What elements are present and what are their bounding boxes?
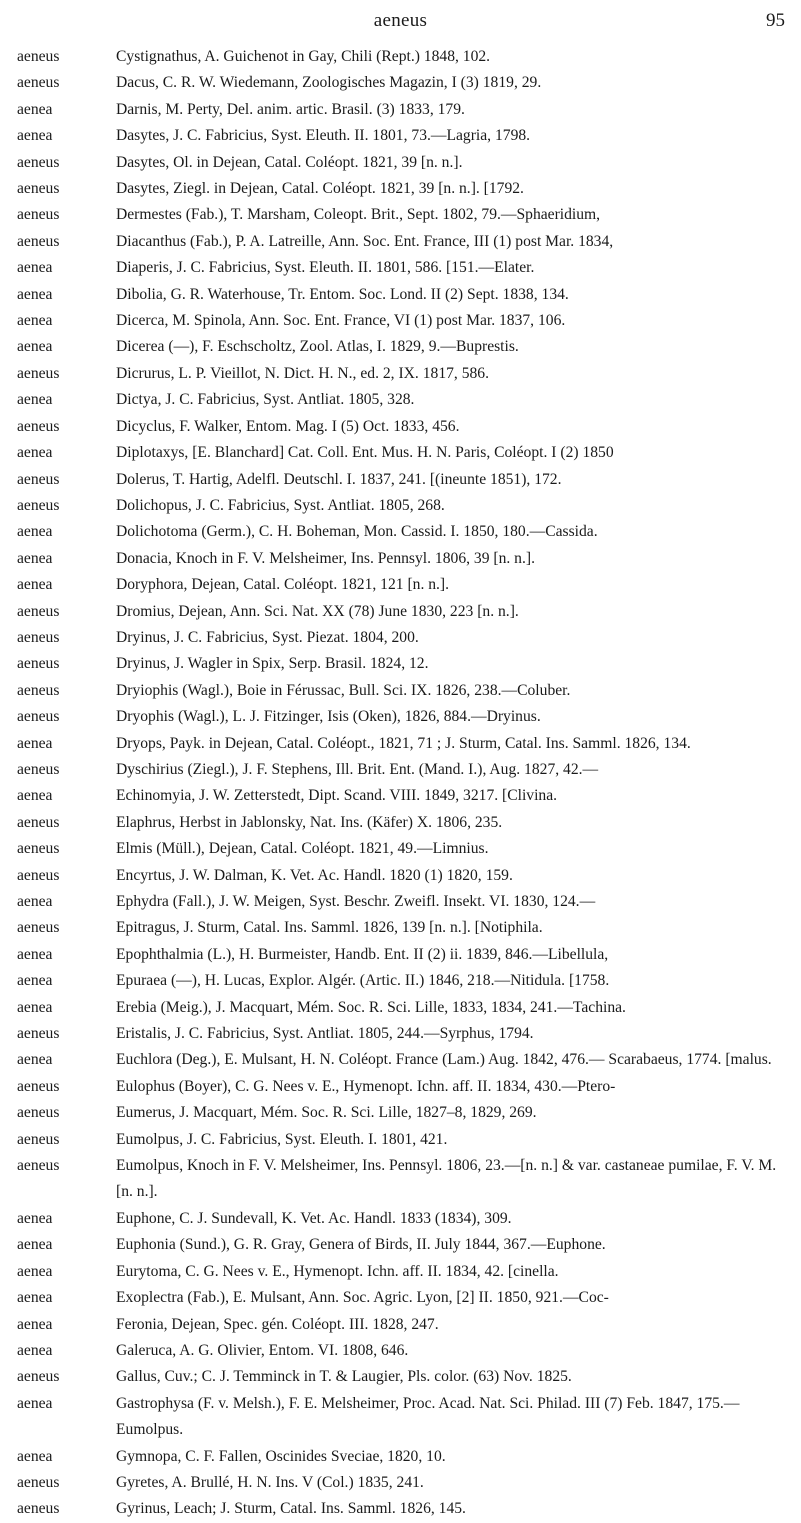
- entry-text: Erebia (Meig.), J. Macquart, Mém. Soc. R. Sci. Lille, 1833, 1834, 241.—Tachina.: [116, 998, 626, 1016]
- entry-text: Dolerus, T. Hartig, Adelfl. Deutschl. I. 1837, 241. [(ineunte 1851), 172.: [116, 470, 562, 488]
- entry-term: aeneus: [17, 417, 60, 435]
- entry-term: aenea: [17, 576, 53, 594]
- entry-text: Dolichopus, J. C. Fabricius, Syst. Antliat. 1805, 268.: [116, 496, 445, 514]
- entry-row: [0, 202, 801, 228]
- entry-row: [0, 176, 801, 202]
- entry-text: Echinomyia, J. W. Zetterstedt, Dipt. Scand. VIII. 1849, 3217. [Clivina.: [116, 787, 558, 805]
- entry-row: [0, 757, 801, 783]
- entry-term: aeneus: [17, 681, 60, 699]
- entry-row: [0, 1232, 801, 1258]
- entry-text: Diaperis, J. C. Fabricius, Syst. Eleuth. II. 1801, 586. [151.—Elater.: [116, 259, 535, 277]
- entry-term: aeneus: [17, 1025, 60, 1043]
- entry-row: [0, 97, 801, 123]
- entry-row: [0, 519, 801, 545]
- entry-term: aeneus: [17, 232, 60, 250]
- entry-term: aenea: [17, 1236, 53, 1254]
- entry-row: [0, 1259, 801, 1285]
- entry-term: aenea: [17, 285, 53, 303]
- entry-term: aenea: [17, 523, 53, 541]
- entry-text: Epitragus, J. Sturm, Catal. Ins. Samml. 1826, 139 [n. n.]. [Notiphila.: [116, 919, 543, 937]
- entry-text: Dryinus, J. Wagler in Spix, Serp. Brasil. 1824, 12.: [116, 655, 429, 673]
- entry-term: aeneus: [17, 1157, 60, 1175]
- entry-row: [0, 651, 801, 677]
- entry-term: aeneus: [17, 813, 60, 831]
- entry-row: [0, 863, 801, 889]
- entry-text: Euchlora (Deg.), E. Mulsant, H. N. Coléopt. France (Lam.) Aug. 1842, 476.— Scarabaeus, 1774. [malus.: [116, 1051, 772, 1069]
- entry-text: Dyschirius (Ziegl.), J. F. Stephens, Ill. Brit. Ent. (Mand. I.), Aug. 1827, 42.—: [116, 760, 599, 778]
- entry-row: [0, 123, 801, 149]
- entry-text: Gyrinus, Leach; J. Sturm, Catal. Ins. Samml. 1826, 145.: [116, 1500, 466, 1518]
- entry-term: aenea: [17, 259, 53, 277]
- entry-row: [0, 889, 801, 915]
- entry-text: Dasytes, J. C. Fabricius, Syst. Eleuth. II. 1801, 73.—Lagria, 1798.: [116, 127, 531, 145]
- entry-text: Dacus, C. R. W. Wiedemann, Zoologisches Magazin, I (3) 1819, 29.: [116, 74, 542, 92]
- entry-row: [0, 1470, 801, 1496]
- entry-term: aeneus: [17, 364, 60, 382]
- entry-row: [0, 467, 801, 493]
- entry-term: aeneus: [17, 1104, 60, 1122]
- entry-term: aeneus: [17, 48, 60, 65]
- entry-row: [0, 1444, 801, 1470]
- entry-text: Euphonia (Sund.), G. R. Gray, Genera of Birds, II. July 1844, 367.—Euphone.: [116, 1236, 606, 1254]
- entry-term: aeneus: [17, 602, 60, 620]
- entry-term: aeneus: [17, 1473, 60, 1491]
- entry-row: [0, 1206, 801, 1232]
- entry-text: Euphone, C. J. Sundevall, K. Vet. Ac. Handl. 1833 (1834), 309.: [116, 1209, 512, 1227]
- entry-term: aenea: [17, 1341, 53, 1359]
- entry-term: aeneus: [17, 74, 60, 92]
- entry-row: [0, 308, 801, 334]
- entry-row: [0, 255, 801, 281]
- entry-term: aeneus: [17, 919, 60, 937]
- entry-text: Dryophis (Wagl.), L. J. Fitzinger, Isis (Oken), 1826, 884.—Dryinus.: [116, 708, 541, 726]
- entry-row: [0, 783, 801, 809]
- entry-text: Dicerca, M. Spinola, Ann. Soc. Ent. France, VI (1) post Mar. 1837, 106.: [116, 312, 566, 330]
- entry-term: aenea: [17, 972, 53, 990]
- entry-row: [0, 968, 801, 994]
- entry-text: Galeruca, A. G. Olivier, Entom. VI. 1808, 646.: [116, 1341, 409, 1359]
- entry-text: Elaphrus, Herbst in Jablonsky, Nat. Ins. (Käfer) X. 1806, 235.: [116, 813, 503, 831]
- entry-row: [0, 599, 801, 625]
- entry-text: Epophthalmia (L.), H. Burmeister, Handb. Ent. II (2) ii. 1839, 846.—Libellula,: [116, 945, 609, 963]
- entry-text: Diplotaxys, [E. Blanchard] Cat. Coll. Ent. Mus. H. N. Paris, Coléopt. I (2) 1850: [116, 444, 614, 462]
- entry-text: Encyrtus, J. W. Dalman, K. Vet. Ac. Handl. 1820 (1) 1820, 159.: [116, 866, 513, 884]
- entry-term: aeneus: [17, 840, 60, 858]
- entry-term: aeneus: [17, 180, 60, 198]
- entry-row: [0, 44, 801, 70]
- entry-row: [0, 493, 801, 519]
- entry-term: aenea: [17, 1394, 53, 1412]
- entry-row: [0, 1391, 801, 1444]
- entry-term: aenea: [17, 312, 53, 330]
- entry-row: [0, 810, 801, 836]
- entry-row: [0, 229, 801, 255]
- entry-term: aenea: [17, 338, 53, 356]
- entry-text: Dicrurus, L. P. Vieillot, N. Dict. H. N., ed. 2, IX. 1817, 586.: [116, 364, 489, 382]
- entry-row: [0, 915, 801, 941]
- entry-text: Gymnopa, C. F. Fallen, Oscinides Sveciae, 1820, 10.: [116, 1447, 446, 1465]
- entry-term: aenea: [17, 1051, 53, 1069]
- entry-row: [0, 1312, 801, 1338]
- entry-term: aeneus: [17, 470, 60, 488]
- entry-row: [0, 731, 801, 757]
- entry-row: [0, 440, 801, 466]
- entry-text: Dicerea (—), F. Eschscholtz, Zool. Atlas, I. 1829, 9.—Buprestis.: [116, 338, 519, 356]
- entry-row: [0, 361, 801, 387]
- entry-row: [0, 704, 801, 730]
- entry-row: [0, 414, 801, 440]
- entry-term: aeneus: [17, 1130, 60, 1148]
- entry-row: [0, 282, 801, 308]
- entry-term: aenea: [17, 1315, 53, 1333]
- entry-row: [0, 1100, 801, 1126]
- entry-row: [0, 1496, 801, 1522]
- entry-term: aeneus: [17, 1077, 60, 1095]
- entry-row: [0, 836, 801, 862]
- entry-text: Eumerus, J. Macquart, Mém. Soc. R. Sci. Lille, 1827–8, 1829, 269.: [116, 1104, 537, 1122]
- entry-text: Gastrophysa (F. v. Melsh.), F. E. Melsheimer, Proc. Acad. Nat. Sci. Philad. III (7) Feb. 1847, 175.—Eumolpus.: [116, 1394, 740, 1439]
- entry-term: aeneus: [17, 1368, 60, 1386]
- entry-text: Feronia, Dejean, Spec. gén. Coléopt. III. 1828, 247.: [116, 1315, 439, 1333]
- entry-term: aenea: [17, 444, 53, 462]
- entry-term: aeneus: [17, 760, 60, 778]
- entry-text: Donacia, Knoch in F. V. Melsheimer, Ins. Pennsyl. 1806, 39 [n. n.].: [116, 549, 535, 567]
- entry-row: [0, 625, 801, 651]
- entry-text: Dasytes, Ol. in Dejean, Catal. Coléopt. 1821, 39 [n. n.].: [116, 153, 463, 171]
- entry-text: Exoplectra (Fab.), E. Mulsant, Ann. Soc. Agric. Lyon, [2] II. 1850, 921.—Coc-: [116, 1289, 609, 1307]
- entry-text: Dibolia, G. R. Waterhouse, Tr. Entom. Soc. Lond. II (2) Sept. 1838, 134.: [116, 285, 569, 303]
- entry-text: Dasytes, Ziegl. in Dejean, Catal. Coléopt. 1821, 39 [n. n.]. [1792.: [116, 180, 524, 198]
- entry-term: aeneus: [17, 206, 60, 224]
- entry-term: aenea: [17, 998, 53, 1016]
- page-header: [0, 6, 801, 40]
- entry-term: aeneus: [17, 628, 60, 646]
- entry-row: [0, 546, 801, 572]
- entry-row: [0, 995, 801, 1021]
- entry-text: Diacanthus (Fab.), P. A. Latreille, Ann. Soc. Ent. France, III (1) post Mar. 1834,: [116, 232, 614, 250]
- entry-text: Elmis (Müll.), Dejean, Catal. Coléopt. 1821, 49.—Limnius.: [116, 840, 489, 858]
- entry-term: aeneus: [17, 866, 60, 884]
- entry-row: [0, 678, 801, 704]
- entry-row: [0, 1047, 801, 1073]
- entry-term: aenea: [17, 1262, 53, 1280]
- entry-term: aeneus: [17, 708, 60, 726]
- entry-text: Eulophus (Boyer), C. G. Nees v. E., Hymenopt. Ichn. aff. II. 1834, 430.—Ptero-: [116, 1077, 616, 1095]
- entry-row: [0, 1074, 801, 1100]
- entry-text: Eurytoma, C. G. Nees v. E., Hymenopt. Ichn. aff. II. 1834, 42. [cinella.: [116, 1262, 559, 1280]
- entry-text: Gyretes, A. Brullé, H. N. Ins. V (Col.) 1835, 241.: [116, 1473, 424, 1491]
- entry-text: Ephydra (Fall.), J. W. Meigen, Syst. Beschr. Zweifl. Insekt. VI. 1830, 124.—: [116, 893, 596, 910]
- entry-term: aenea: [17, 945, 53, 963]
- entry-row: [0, 387, 801, 413]
- entry-text: Epuraea (—), H. Lucas, Explor. Algér. (Artic. II.) 1846, 218.—Nitidula. [1758.: [116, 972, 610, 990]
- entry-text: Cystignathus, A. Guichenot in Gay, Chili (Rept.) 1848, 102.: [116, 48, 491, 65]
- entry-term: aenea: [17, 127, 53, 145]
- entry-term: aenea: [17, 100, 53, 118]
- entry-term: aenea: [17, 391, 53, 409]
- entry-list: [0, 44, 801, 1523]
- entry-term: aenea: [17, 734, 53, 752]
- entry-row: [0, 1338, 801, 1364]
- entry-term: aenea: [17, 1447, 53, 1465]
- entry-text: Dryinus, J. C. Fabricius, Syst. Piezat. 1804, 200.: [116, 628, 419, 646]
- entry-term: aeneus: [17, 655, 60, 673]
- entry-row: [0, 572, 801, 598]
- running-head: aeneus: [373, 10, 428, 31]
- entry-text: Dromius, Dejean, Ann. Sci. Nat. XX (78) June 1830, 223 [n. n.].: [116, 602, 519, 620]
- entry-row: [0, 1127, 801, 1153]
- entry-text: Dictya, J. C. Fabricius, Syst. Antliat. 1805, 328.: [116, 391, 415, 409]
- entry-text: Dicyclus, F. Walker, Entom. Mag. I (5) Oct. 1833, 456.: [116, 417, 460, 435]
- entry-text: Dryiophis (Wagl.), Boie in Férussac, Bull. Sci. IX. 1826, 238.—Coluber.: [116, 681, 571, 699]
- entry-text: Darnis, M. Perty, Del. anim. artic. Brasil. (3) 1833, 179.: [116, 100, 465, 118]
- entry-row: [0, 1364, 801, 1390]
- entry-row: [0, 70, 801, 96]
- entry-term: aeneus: [17, 496, 60, 514]
- entry-text: Gallus, Cuv.; C. J. Temminck in T. & Laugier, Pls. color. (63) Nov. 1825.: [116, 1368, 572, 1386]
- page-number: 95: [766, 10, 785, 31]
- entry-row: [0, 1021, 801, 1047]
- entry-term: aenea: [17, 1209, 53, 1227]
- entry-row: [0, 1153, 801, 1206]
- entry-text: Doryphora, Dejean, Catal. Coléopt. 1821, 121 [n. n.].: [116, 576, 450, 594]
- entry-term: aeneus: [17, 1500, 60, 1518]
- entry-row: [0, 1285, 801, 1311]
- entry-text: Eumolpus, Knoch in F. V. Melsheimer, Ins. Pennsyl. 1806, 23.—[n. n.] & var. castaneae pumilae, F. V. M. [n. n.].: [116, 1157, 777, 1201]
- entry-text: Eumolpus, J. C. Fabricius, Syst. Eleuth. I. 1801, 421.: [116, 1130, 448, 1148]
- entry-row: [0, 942, 801, 968]
- entry-text: Dermestes (Fab.), T. Marsham, Coleopt. Brit., Sept. 1802, 79.—Sphaeridium,: [116, 206, 601, 224]
- entry-text: Eristalis, J. C. Fabricius, Syst. Antliat. 1805, 244.—Syrphus, 1794.: [116, 1025, 534, 1043]
- entry-term: aenea: [17, 549, 53, 567]
- entry-term: aenea: [17, 787, 53, 805]
- entry-term: aenea: [17, 1289, 53, 1307]
- entry-term: aenea: [17, 893, 53, 910]
- entry-text: Dryops, Payk. in Dejean, Catal. Coléopt., 1821, 71 ; J. Sturm, Catal. Ins. Samml. 1826, 134.: [116, 734, 691, 752]
- entry-row: [0, 150, 801, 176]
- entry-term: aeneus: [17, 153, 60, 171]
- entry-row: [0, 334, 801, 360]
- entry-text: Dolichotoma (Germ.), C. H. Boheman, Mon. Cassid. I. 1850, 180.—Cassida.: [116, 523, 598, 541]
